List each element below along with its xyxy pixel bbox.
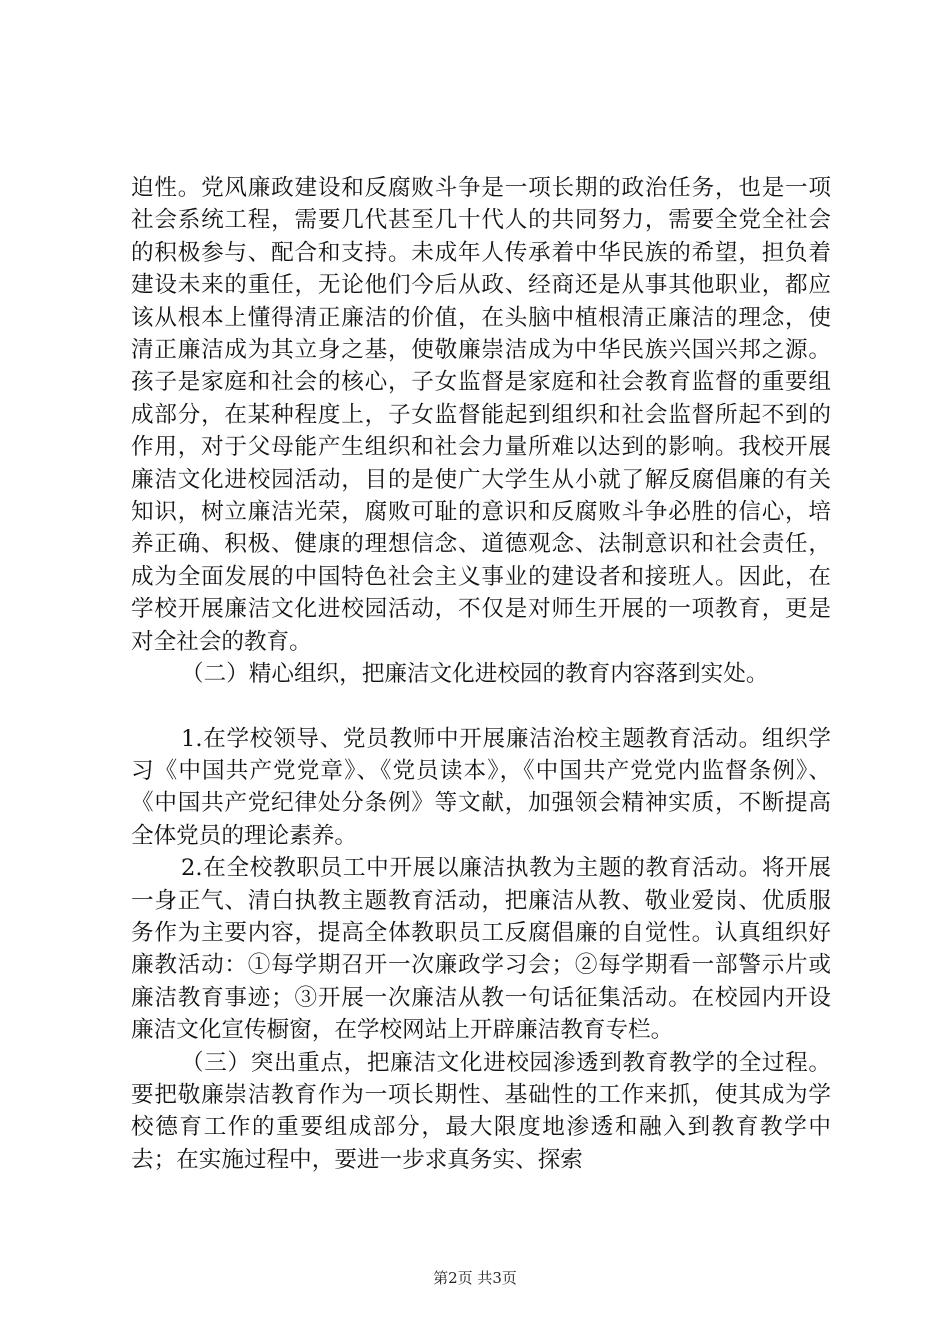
page-number-footer: 第2页 共3页 [433, 1269, 517, 1287]
document-body [131, 172, 831, 1176]
paragraph-1: 迫性。党风廉政建设和反腐败斗争是一项长期的政治任务，也是一项社会系统工程，需要几代甚至几十代人的共同努力，需要全党全社会的积极参与、配合和支持。未成年人传承着中华民族的希望，担负着建设未来的重任，无论他们今后从政、经商还是从事其他职业，都应该从根本上懂得清正廉洁的价值，在头脑中植根清正廉洁的理念，使清正廉洁成为其立身之基，使敬廉崇洁成为中华民族兴国兴邦之源。孩子是家庭和社会的核心，子女监督是家庭和社会教育监督的重要组成部分，在某种程度上，子女监督能起到组织和社会监督所起不到的作用，对于父母能产生组织和社会力量所难以达到的影响。我校开展廉洁文化进校园活动，目的是使广大学生从小就了解反腐倡廉的有关知识，树立廉洁光荣，腐败可耻的意识和反腐败斗争必胜的信心，培养正确、积极、健康的理想信念、道德观念、法制意识和社会责任，成为全面发展的中国特色社会主义事业的建设者和接班人。因此，在学校开展廉洁文化进校园活动，不仅是对师生开展的一项教育，更是对全社会的教育。 [131, 175, 831, 655]
paragraph-item-2: 2.在全校教职员工中开展以廉洁执教为主题的教育活动。将开展一身正气、清白执教主题教育活动，把廉洁从教、敬业爱岗、优质服务作为主要内容，提高全体教职员工反腐倡廉的自觉性。认真组织好廉教活动：①每学期召开一次廉政学习会；②每学期看一部警示片或廉洁教育事迹；③开展一次廉洁从教一句话征集活动。在校园内开设廉洁文化宣传橱窗，在学校网站上开辟廉洁教育专栏。 [131, 855, 831, 1044]
section-heading-2: （二）精心组织，把廉洁文化进校园的教育内容落到实处。 [181, 661, 769, 688]
paragraph-item-1: 1.在学校领导、党员教师中开展廉洁治校主题教育活动。组织学习《中国共产党党章》、《党员读本》，《中国共产党党内监督条例》、《中国共产党纪律处分条例》等文献，加强领会精神实质，不断提高全体党员的理论素养。 [131, 725, 831, 849]
section-heading-3: （三）突出重点，把廉洁文化进校园渗透到教育教学的全过程。要把敬廉崇洁教育作为一项长期性、基础性的工作来抓，使其成为学校德育工作的重要组成部分，最大限度地渗透和融入到教育教学中去；在实施过程中，要进一步求真务实、探索 [131, 1049, 831, 1173]
